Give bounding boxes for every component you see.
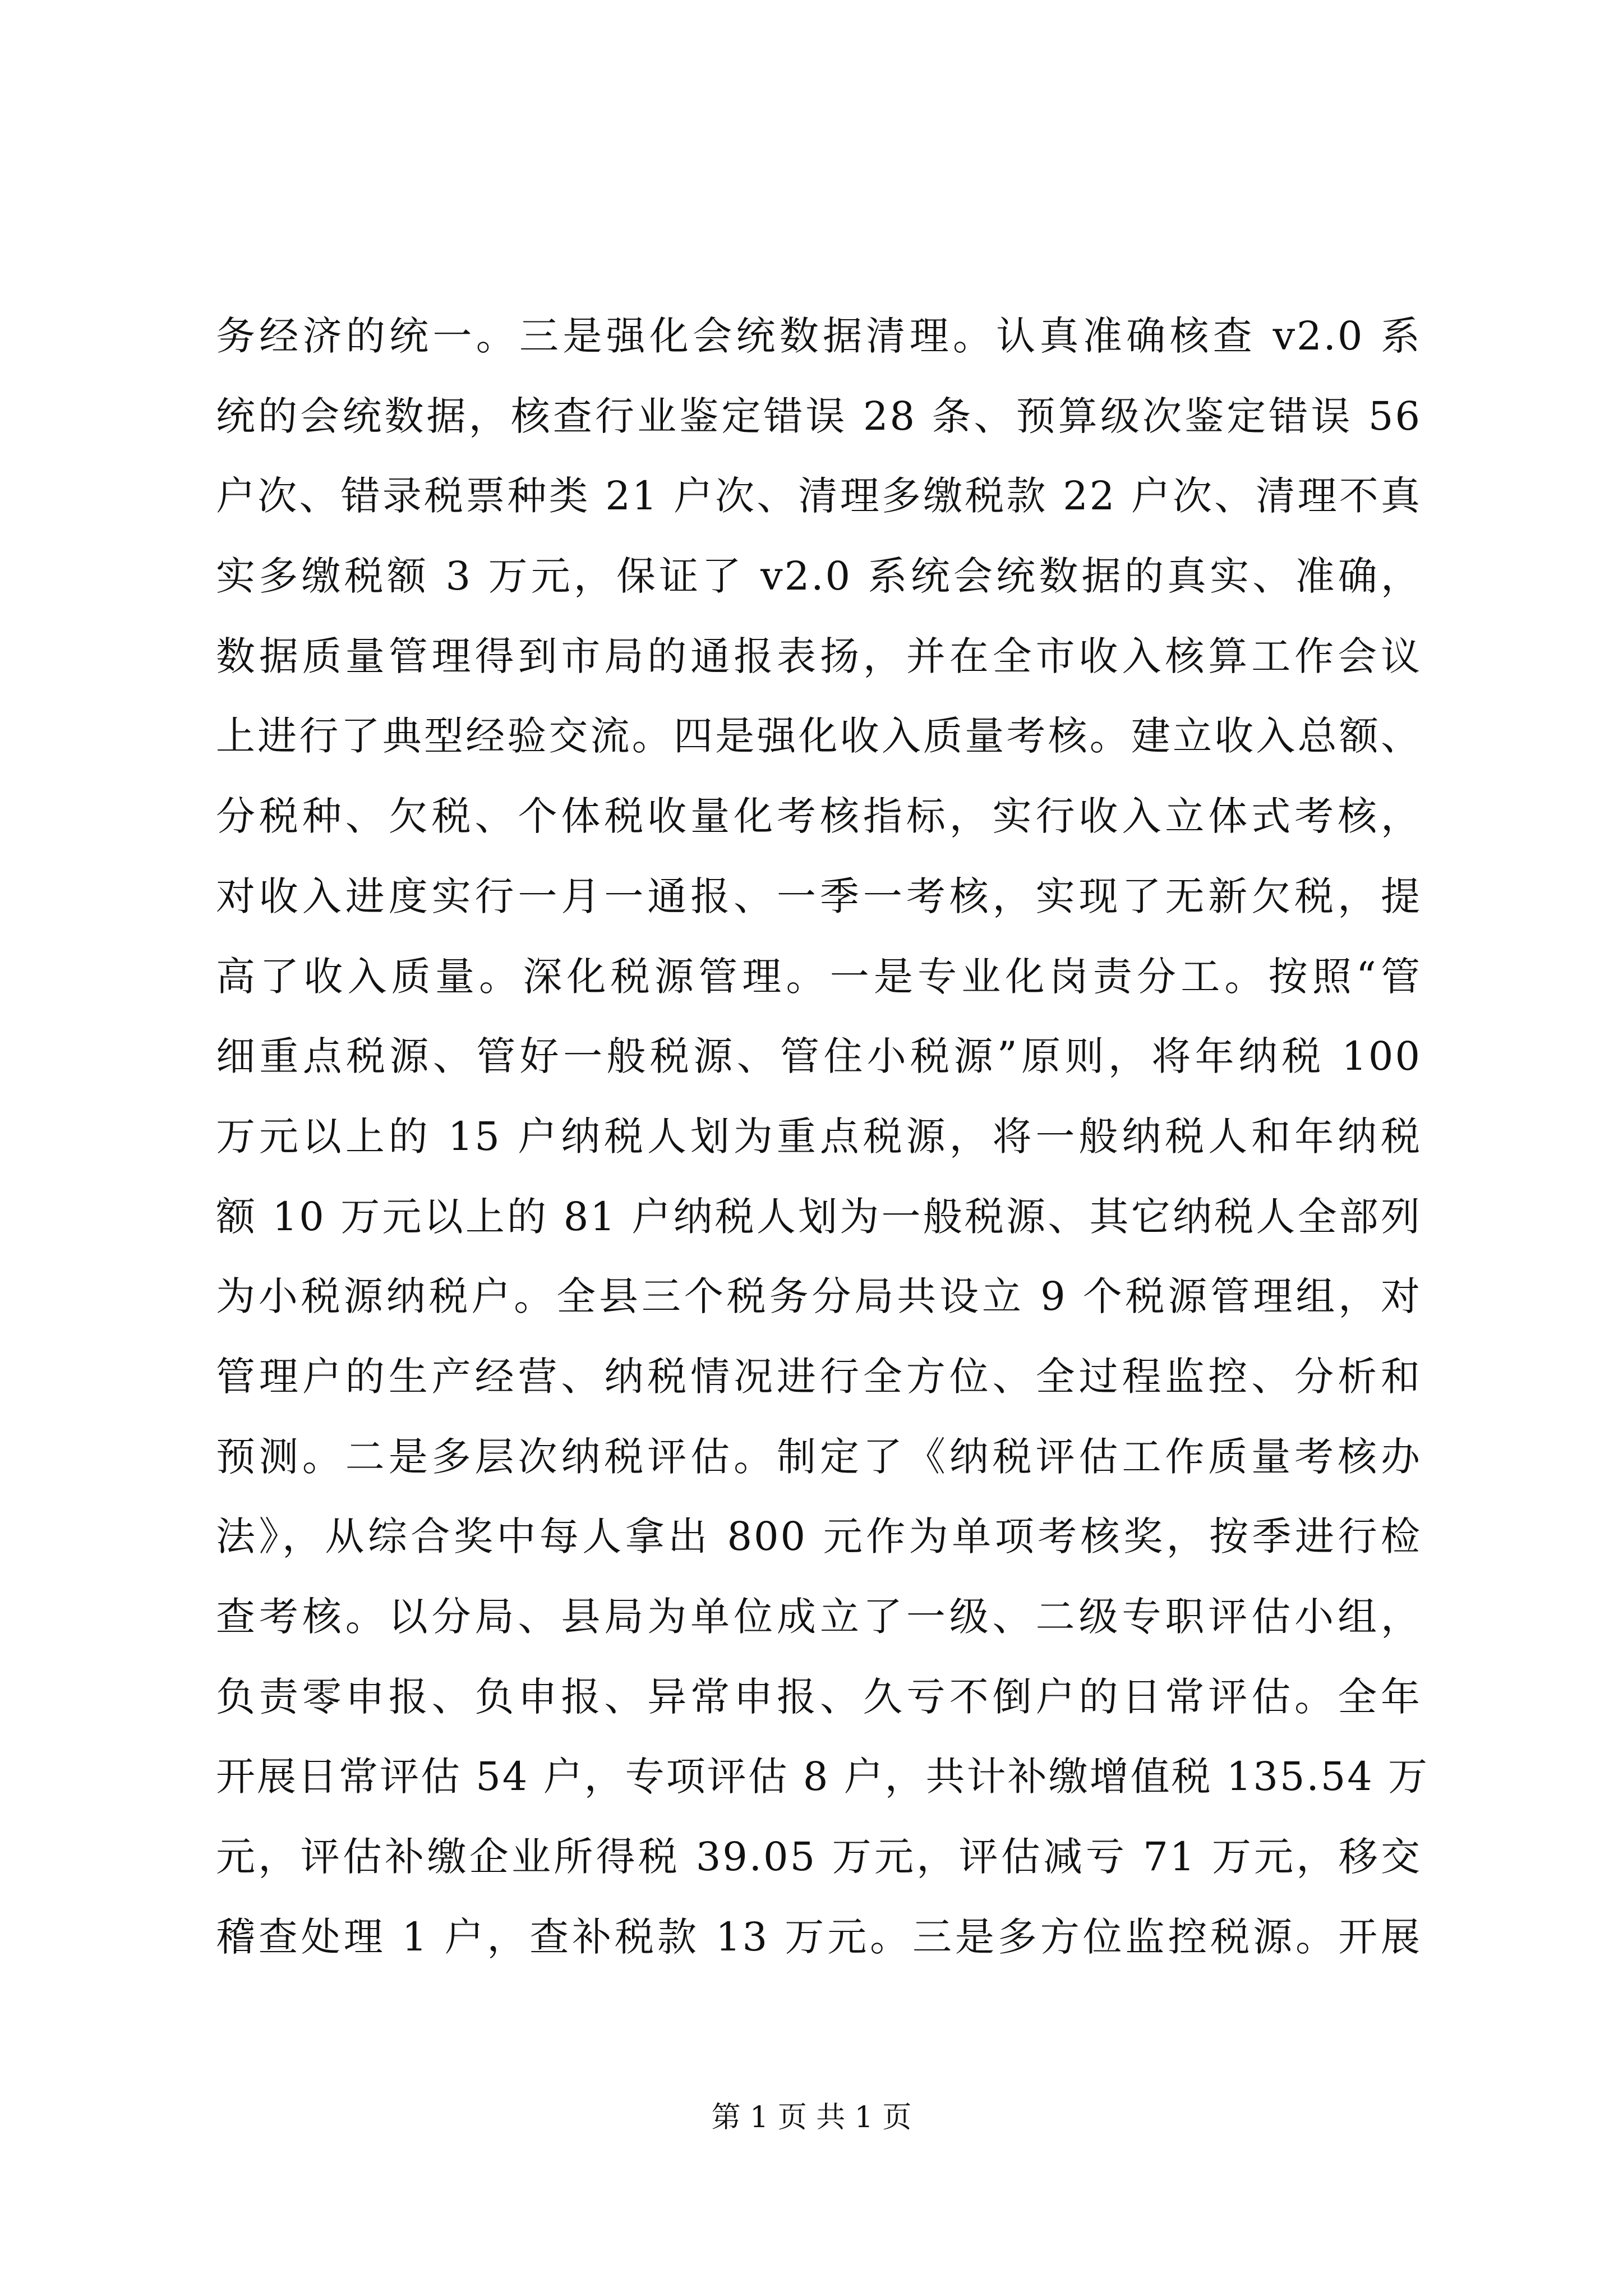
text-line: 务经济的统一。三是强化会统数据清理。认真准确核查 v2.0 系 — [216, 313, 1422, 359]
text-line: 额 10 万元以上的 81 户纳税人划为一般税源、其它纳税人全部列 — [216, 1193, 1422, 1240]
text-line: 统的会统数据，核查行业鉴定错误 28 条、预算级次鉴定错误 56 — [216, 393, 1422, 439]
text-line: 数据质量管理得到市局的通报表扬，并在全市收入核算工作会议 — [216, 633, 1422, 679]
text-line: 查考核。以分局、县局为单位成立了一级、二级专职评估小组， — [216, 1594, 1422, 1640]
text-line: 为小税源纳税户。全县三个税务分局共设立 9 个税源管理组，对 — [216, 1273, 1422, 1320]
text-line: 管理户的生产经营、纳税情况进行全方位、全过程监控、分析和 — [216, 1353, 1422, 1400]
text-line: 法》，从综合奖中每人拿出 800 元作为单项考核奖，按季进行检 — [216, 1513, 1422, 1560]
text-line: 万元以上的 15 户纳税人划为重点税源，将一般纳税人和年纳税 — [216, 1113, 1422, 1159]
text-line: 元，评估补缴企业所得税 39.05 万元，评估减亏 71 万元，移交 — [216, 1834, 1422, 1880]
text-line: 实多缴税额 3 万元，保证了 v2.0 系统会统数据的真实、准确， — [216, 553, 1422, 600]
text-line: 户次、错录税票种类 21 户次、清理多缴税款 22 户次、清理不真 — [216, 473, 1422, 519]
body-text — [216, 296, 1430, 1977]
text-line: 细重点税源、管好一般税源、管住小税源”原则，将年纳税 100 — [216, 1033, 1422, 1080]
text-line: 预测。二是多层次纳税评估。制定了《纳税评估工作质量考核办 — [216, 1433, 1422, 1480]
text-line: 上进行了典型经验交流。四是强化收入质量考核。建立收入总额、 — [216, 713, 1422, 760]
text-line: 负责零申报、负申报、异常申报、久亏不倒户的日常评估。全年 — [216, 1673, 1422, 1720]
page-number-footer: 第 1 页 共 1 页 — [711, 2101, 912, 2134]
text-line: 开展日常评估 54 户，专项评估 8 户，共计补缴增值税 135.54 万 — [216, 1754, 1430, 1800]
text-line: 分税种、欠税、个体税收量化考核指标，实行收入立体式考核， — [216, 793, 1422, 840]
text-line: 高了收入质量。深化税源管理。一是专业化岗责分工。按照“管 — [216, 953, 1422, 1000]
text-line: 对收入进度实行一月一通报、一季一考核，实现了无新欠税，提 — [216, 873, 1422, 919]
text-line: 稽查处理 1 户，查补税款 13 万元。三是多方位监控税源。开展 — [216, 1913, 1422, 1960]
